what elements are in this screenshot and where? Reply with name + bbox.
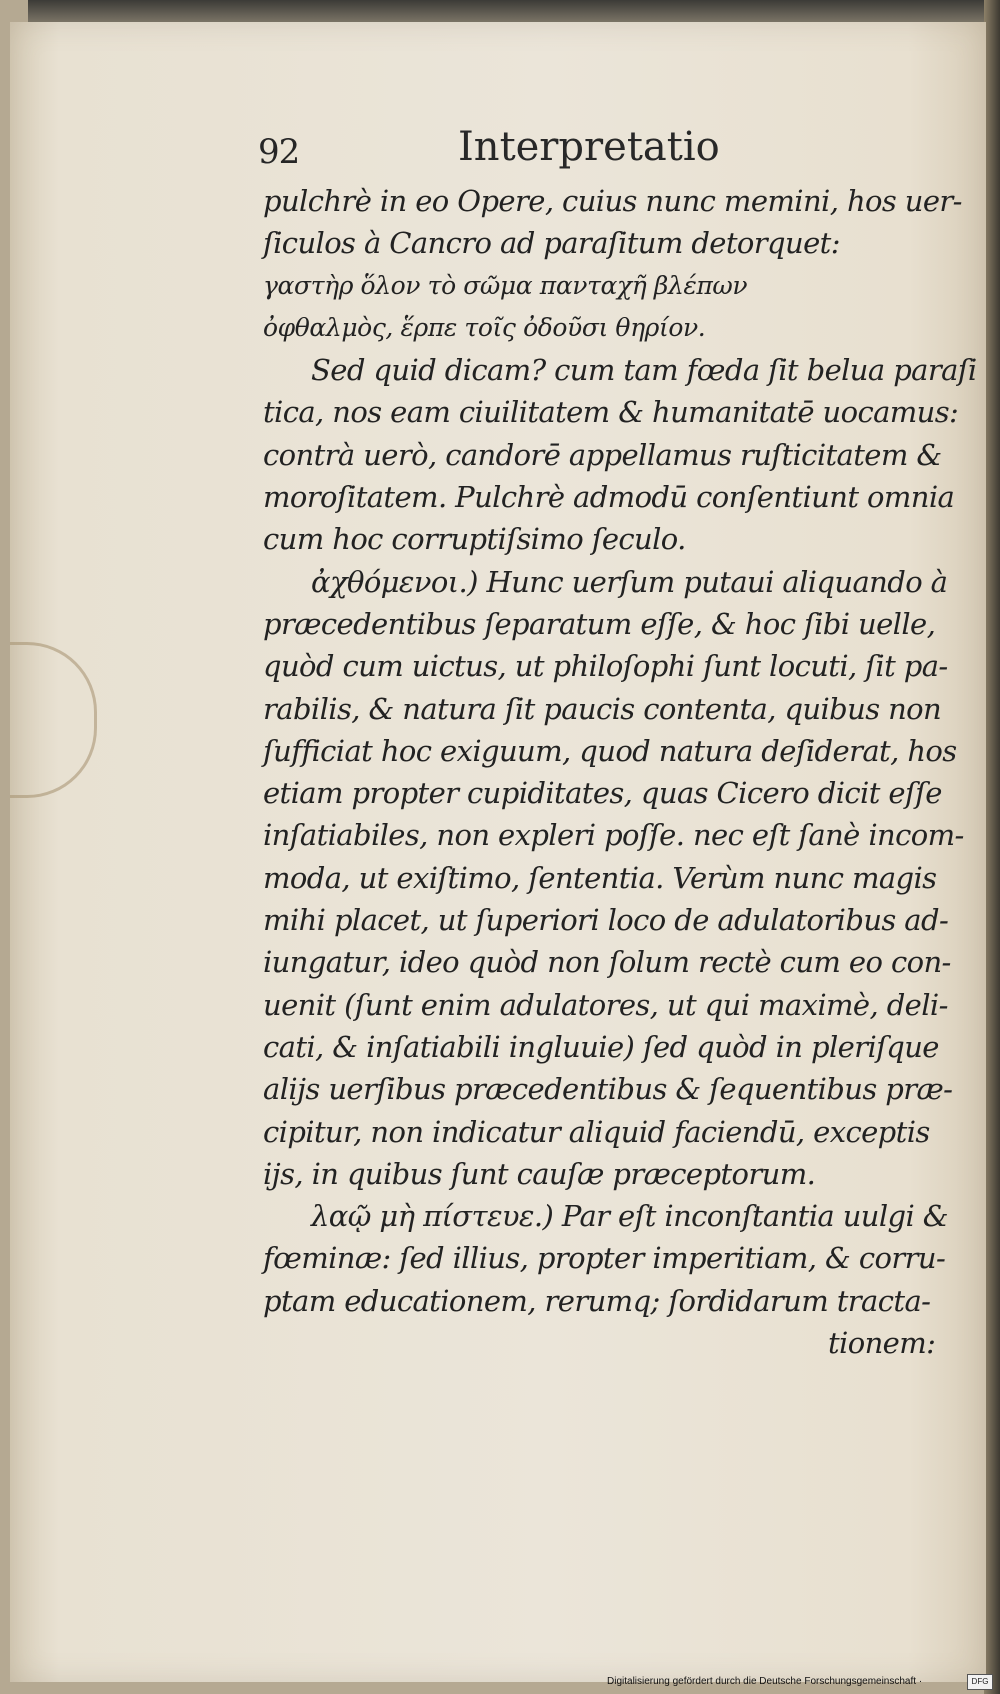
text-line: uenit (ſunt enim adulatores, ut qui maximè, deli- (263, 987, 948, 1022)
text-line: cipitur, non indicatur aliquid faciendū, exceptis (263, 1114, 930, 1149)
text-line: Sed quid dicam? cum tam fœda ſit belua paraſi (311, 353, 977, 388)
text-line: quòd cum uictus, ut philoſophi ſunt locuti, ſit pa- (263, 649, 948, 684)
text-line: ſiculos à Cancro ad paraſitum detorquet: (263, 226, 840, 261)
running-head: Interpretatio (458, 124, 720, 170)
text-line: moroſitatem. Pulchrè admodū conſentiunt omnia (263, 480, 955, 515)
page-header (258, 124, 720, 180)
digitization-credit: Digitalisierung gefördert durch die Deutsche Forschungsgemeinschaft · (607, 1676, 923, 1687)
text-line: alijs uerſibus præcedentibus & ſequentibus præ- (263, 1072, 953, 1107)
text-line: contrà uerò, candorē appellamus ruſticitatem & (263, 437, 942, 472)
text-line: λαῷ μὴ πίστευε.) Par eſt inconſtantia uulgi & (311, 1199, 949, 1234)
text-line: fœminæ: ſed illius, propter imperitiam, & corru- (263, 1241, 946, 1276)
text-line: mihi placet, ut ſuperiori loco de adulatoribus ad- (263, 903, 949, 938)
page-text (263, 180, 977, 1364)
text-line: pulchrè in eo Opere, cuius nunc memini, hos uer- (263, 184, 962, 218)
text-line: ptam educationem, rerumq; ſordidarum tracta- (263, 1283, 931, 1318)
paper-fold-mark (10, 642, 97, 798)
text-line: rabilis, & natura ſit paucis contenta, quibus non (263, 691, 942, 726)
greek-quote-line: γαστὴρ ὅλον τὸ σῶμα πανταχῆ βλέπων (263, 270, 748, 300)
book-right-edge (984, 0, 1000, 1694)
text-line: ijs, in quibus ſunt cauſæ præceptorum. (263, 1156, 816, 1191)
text-line: cum hoc corruptiſsimo ſeculo. (263, 522, 686, 557)
text-line: ἀχθόμενοι.) Hunc uerſum putaui aliquando à (311, 564, 948, 599)
text-line: tica, nos eam ciuilitatem & humanitatē uocamus: (263, 395, 959, 430)
text-line: inſatiabiles, non expleri poſſe. nec eſt ſanè incom- (263, 818, 964, 853)
text-line: ſufficiat hoc exiguum, quod natura deſiderat, hos (263, 733, 957, 768)
text-line: moda, ut exiſtimo, ſententia. Verùm nunc magis (263, 860, 937, 895)
text-line: cati, & inſatiabili ingluuie) ſed quòd in pleriſque (263, 1029, 939, 1064)
text-line: præcedentibus ſeparatum eſſe, & hoc ſibi uelle, (263, 606, 936, 641)
dfg-logo: DFG (967, 1674, 993, 1690)
text-line: etiam propter cupiditates, quas Cicero dicit eſſe (263, 776, 942, 811)
page-number: 92 (258, 132, 300, 172)
catchword-line: tionem: (828, 1326, 936, 1361)
greek-quote-line: ὀφθαλμὸς, ἕρπε τοῖς ὀδοῦσι θηρίον. (263, 312, 706, 342)
text-line: iungatur, ideo quòd non ſolum rectè cum eo con- (263, 945, 951, 980)
